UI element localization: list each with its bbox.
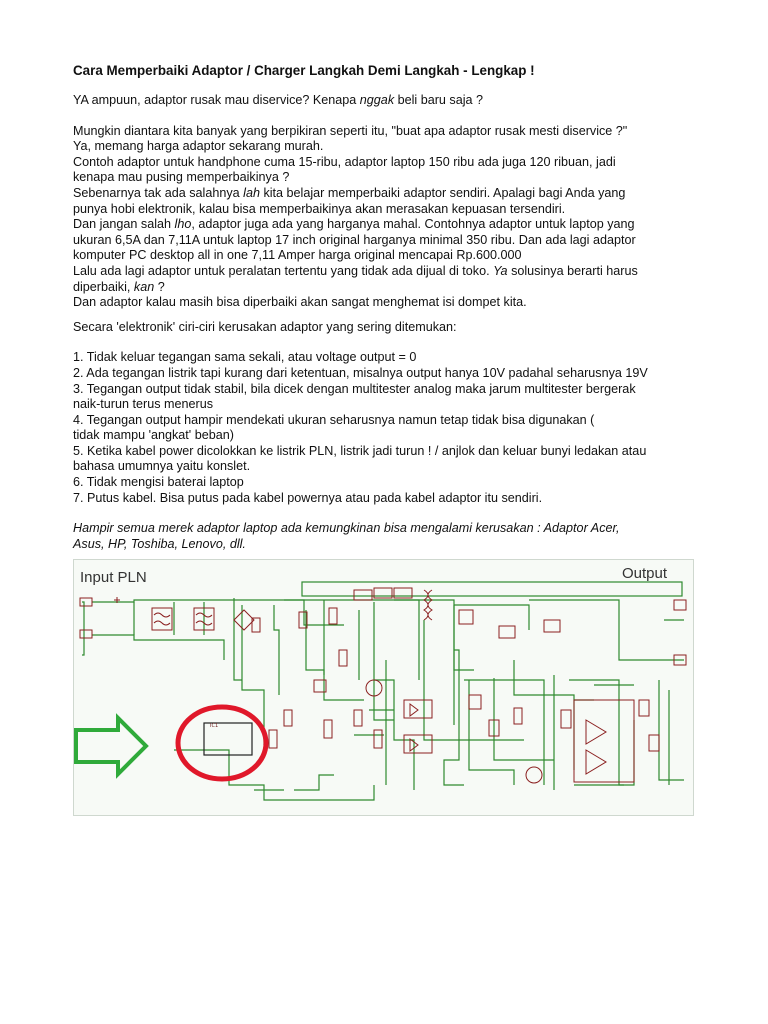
input-pln-label: Input PLN (80, 569, 147, 586)
list-item: tidak mampu 'angkat' beban) (73, 428, 234, 443)
list-item: 7. Putus kabel. Bisa putus pada kabel powernya atau pada kabel adaptor itu sendiri. (73, 490, 543, 505)
document-body (73, 62, 698, 552)
output-label: Output (622, 565, 668, 582)
paragraph-line: kenapa mau pusing memperbaikinya ? (73, 170, 290, 185)
paragraph-line: komputer PC desktop all in one 7,11 Amper harga original mencapai Rp.600.000 (73, 248, 522, 263)
section-intro: Secara 'elektronik' ciri-ciri kerusakan adaptor yang sering ditemukan: (73, 319, 457, 334)
highlight-circle (178, 707, 266, 779)
paragraph-line: Sebenarnya tak ada salahnya lah kita belajar memperbaiki adaptor sendiri. Apalagi bagi Anda yang (73, 185, 626, 200)
list-item: naik-turun terus menerus (73, 397, 213, 412)
list-item: 5. Ketika kabel power dicolokkan ke listrik PLN, listrik jadi turun ! / anjlok dan keluar bunyi ledakan atau (73, 443, 647, 458)
paragraph-line: ukuran 6,5A dan 7,11A untuk laptop 17 inch original harganya minimal 350 ribu. Dan ada lagi adaptor (73, 232, 636, 247)
paragraph-line: diperbaiki, kan ? (73, 279, 165, 294)
document-title: Cara Memperbaiki Adaptor / Charger Langkah Demi Langkah - Lengkap ! (73, 63, 535, 78)
pointer-arrow-icon (76, 718, 146, 774)
paragraph-line: Contoh adaptor untuk handphone cuma 15-ribu, adaptor laptop 150 ribu ada juga 120 ribuan, jadi (73, 154, 616, 169)
list-item: 6. Tidak mengisi baterai laptop (73, 475, 244, 490)
paragraph-line: Ya, memang harga adaptor sekarang murah. (73, 139, 324, 154)
list-item: 3. Tegangan output tidak stabil, bila dicek dengan multitester analog maka jarum multitester bergerak (73, 381, 636, 396)
paragraph-line: punya hobi elektronik, kalau bisa memperbaikinya akan merasakan kepuasan tersendiri. (73, 201, 566, 216)
paragraph-line: Dan adaptor kalau masih bisa diperbaiki akan sangat menghemat isi dompet kita. (73, 295, 527, 310)
ic1-label: IC1 (210, 723, 219, 729)
paragraph-line: Mungkin diantara kita banyak yang berpikiran seperti itu, "buat apa adaptor rusak mesti diservice ?" (73, 123, 628, 138)
list-item: 2. Ada tegangan listrik tapi kurang dari ketentuan, misalnya output hanya 10V padahal seharusnya 19V (73, 365, 648, 380)
intro-paragraph: YA ampuun, adaptor rusak mau diservice? Kenapa nggak beli baru saja ? (73, 93, 484, 107)
paragraph-line: Dan jangan salah lho, adaptor juga ada yang harganya mahal. Contohnya adaptor untuk laptop yang (73, 217, 635, 232)
brand-note: Asus, HP, Toshiba, Lenovo, dll. (73, 536, 246, 551)
list-item: bahasa umumnya yaitu konslet. (73, 459, 251, 474)
list-item: 4. Tegangan output hampir mendekati ukuran seharusnya namun tetap tidak bisa digunakan ( (73, 412, 595, 427)
list-item: 1. Tidak keluar tegangan sama sekali, atau voltage output = 0 (73, 350, 417, 365)
paragraph-line: Lalu ada lagi adaptor untuk peralatan tertentu yang tidak ada dijual di toko. Ya solusinya berarti harus (73, 263, 638, 278)
circuit-diagram-figure (73, 559, 694, 816)
brand-note: Hampir semua merek adaptor laptop ada kemungkinan bisa mengalami kerusakan : Adaptor Acer, (73, 521, 620, 536)
circuit-diagram (74, 560, 693, 815)
